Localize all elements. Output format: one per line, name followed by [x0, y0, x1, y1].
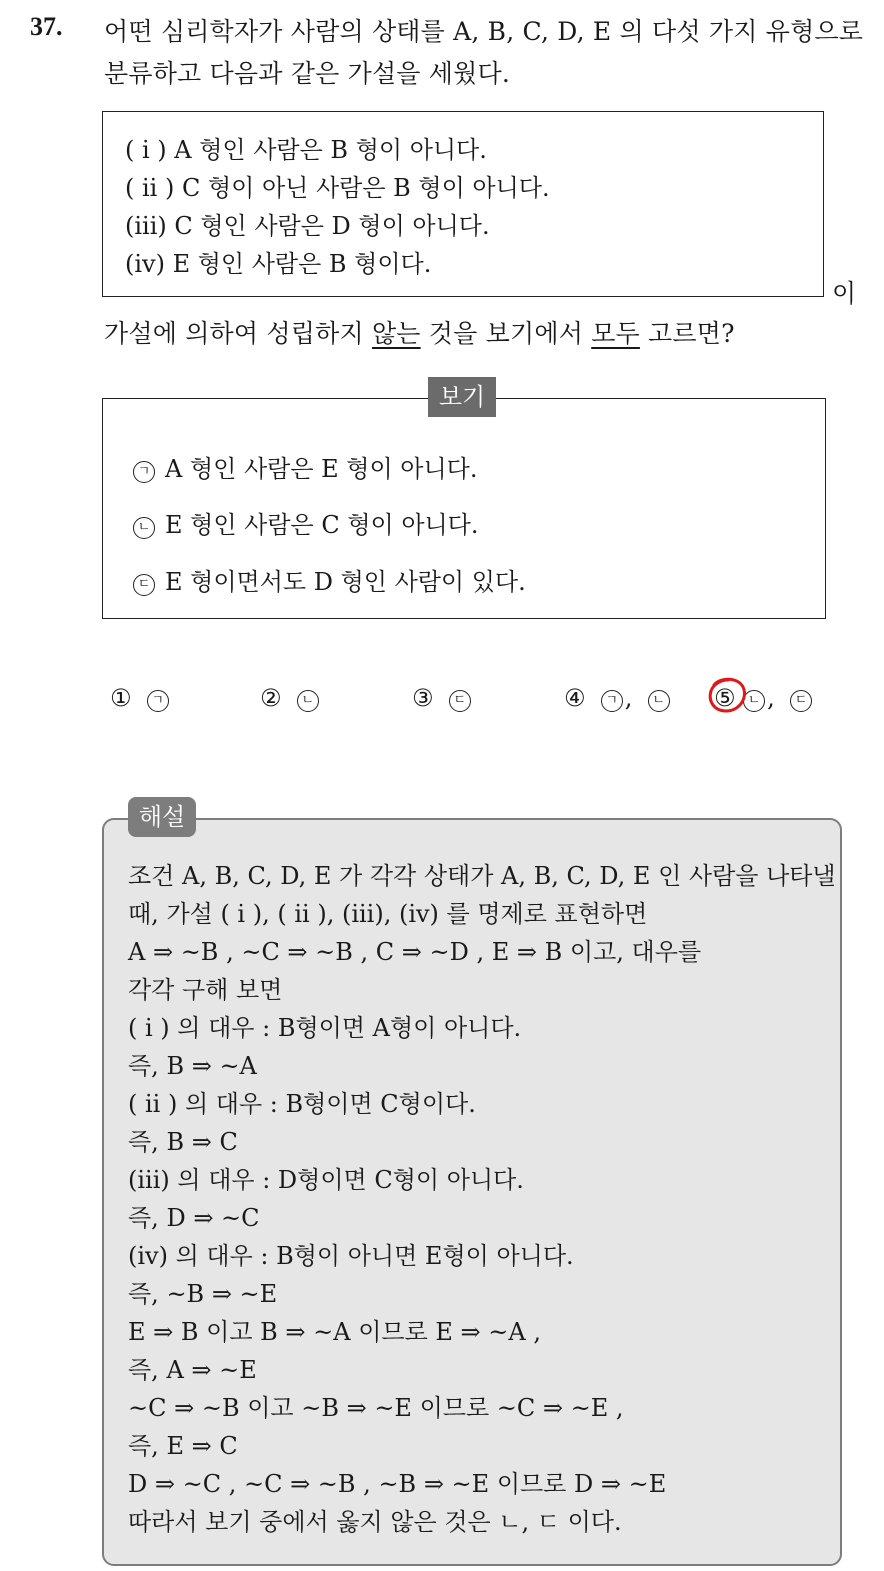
choice-5-number: ⑤ — [714, 684, 736, 712]
bogi-item-2 — [133, 505, 479, 540]
answer-mark-circle — [706, 675, 748, 715]
choice-1-marker-1: ㄱ — [147, 690, 169, 712]
bogi-marker-3: ㄷ — [133, 574, 155, 596]
hypothesis-2: ( ii ) C 형이 아닌 사람은 B 형이 아니다. — [125, 174, 550, 202]
bogi-item-1 — [133, 449, 477, 484]
bogi-text-2: E 형인 사람은 C 형이 아니다. — [165, 511, 479, 539]
solution-box — [102, 818, 842, 1566]
solution-line-1: 조건 A, B, C, D, E 가 각각 상태가 A, B, C, D, E 인 사람을 나타낼 — [128, 862, 836, 890]
choice-2-marker-1: ㄴ — [297, 690, 319, 712]
bogi-text-1: A 형인 사람은 E 형이 아니다. — [165, 455, 478, 483]
solution-line-12: 즉, ~B ⇒ ~E — [128, 1280, 278, 1308]
solution-label: 해설 — [128, 797, 196, 837]
bogi-label: 보기 — [428, 377, 496, 417]
solution-line-4: 각각 구해 보면 — [128, 976, 283, 1004]
prompt-underline-2: 모두 — [591, 319, 640, 348]
solution-line-2: 때, 가설 ( i ), ( ii ), (iii), (iv) 를 명제로 표현하면 — [128, 900, 648, 928]
choice-5-marker-1: ㄴ — [743, 690, 765, 712]
solution-line-8: 즉, B ⇒ C — [128, 1128, 238, 1156]
choice-4-number: ④ — [564, 684, 586, 712]
hypothesis-box — [102, 111, 824, 297]
choice-1[interactable] — [110, 684, 179, 712]
solution-line-14: 즉, A ⇒ ~E — [128, 1356, 257, 1384]
trailing-particle: 이 — [832, 279, 857, 308]
hypothesis-4: (iv) E 형인 사람은 B 형이다. — [125, 250, 432, 278]
prompt-underline-1: 않는 — [371, 319, 421, 348]
solution-line-11: (iv) 의 대우 : B형이 아니면 E형이 아니다. — [128, 1242, 574, 1270]
choice-3[interactable] — [412, 684, 481, 712]
bogi-marker-2: ㄴ — [133, 517, 155, 539]
solution-line-13: E ⇒ B 이고 B ⇒ ~A 이므로 E ⇒ ~A , — [128, 1318, 541, 1346]
question-stem-line1: 어떤 심리학자가 사람의 상태를 A, B, C, D, E 의 다섯 가지 유형으로 — [104, 17, 864, 46]
question-number: 37. — [30, 12, 63, 41]
choice-2[interactable] — [260, 684, 329, 712]
hypothesis-3: (iii) C 형인 사람은 D 형이 아니다. — [125, 212, 490, 240]
solution-line-6: 즉, B ⇒ ~A — [128, 1052, 257, 1080]
choice-5[interactable]: ⑤ ㄴ , ㄷ — [714, 684, 822, 712]
solution-line-17: D ⇒ ~C , ~C ⇒ ~B , ~B ⇒ ~E 이므로 D ⇒ ~E — [128, 1470, 667, 1498]
bogi-text-3: E 형이면서도 D 형인 사람이 있다. — [165, 568, 526, 596]
choice-5-marker-2: ㄷ — [790, 690, 812, 712]
bogi-item-3 — [133, 562, 526, 597]
choice-4[interactable]: ④ ㄱ , ㄴ — [564, 684, 680, 712]
solution-line-7: ( ii ) 의 대우 : B형이면 C형이다. — [128, 1090, 476, 1118]
bogi-box — [102, 398, 826, 619]
solution-line-15: ~C ⇒ ~B 이고 ~B ⇒ ~E 이므로 ~C ⇒ ~E , — [128, 1394, 624, 1422]
question-stem-line2: 분류하고 다음과 같은 가설을 세웠다. — [104, 59, 510, 88]
bogi-marker-1: ㄱ — [133, 461, 155, 483]
choice-3-number: ③ — [412, 684, 434, 712]
choice-1-number: ① — [110, 684, 132, 712]
choice-3-marker-1: ㄷ — [449, 690, 471, 712]
solution-line-18: 따라서 보기 중에서 옳지 않은 것은 ㄴ, ㄷ 이다. — [128, 1508, 622, 1536]
choice-2-number: ② — [260, 684, 282, 712]
solution-line-3: A ⇒ ~B , ~C ⇒ ~B , C ⇒ ~D , E ⇒ B 이고, 대우를 — [128, 938, 702, 966]
hypothesis-1: ( i ) A 형인 사람은 B 형이 아니다. — [125, 136, 487, 164]
question-prompt — [104, 314, 735, 350]
prompt-part-1: 가설에 의하여 성립하지 — [104, 319, 372, 348]
solution-line-10: 즉, D ⇒ ~C — [128, 1204, 260, 1232]
prompt-part-3: 고르면? — [639, 319, 735, 348]
solution-line-16: 즉, E ⇒ C — [128, 1432, 238, 1460]
solution-line-5: ( i ) 의 대우 : B형이면 A형이 아니다. — [128, 1014, 522, 1042]
choice-4-marker-2: ㄴ — [648, 690, 670, 712]
solution-line-9: (iii) 의 대우 : D형이면 C형이 아니다. — [128, 1166, 524, 1194]
choice-4-marker-1: ㄱ — [601, 690, 623, 712]
prompt-part-2: 것을 보기에서 — [420, 319, 592, 348]
